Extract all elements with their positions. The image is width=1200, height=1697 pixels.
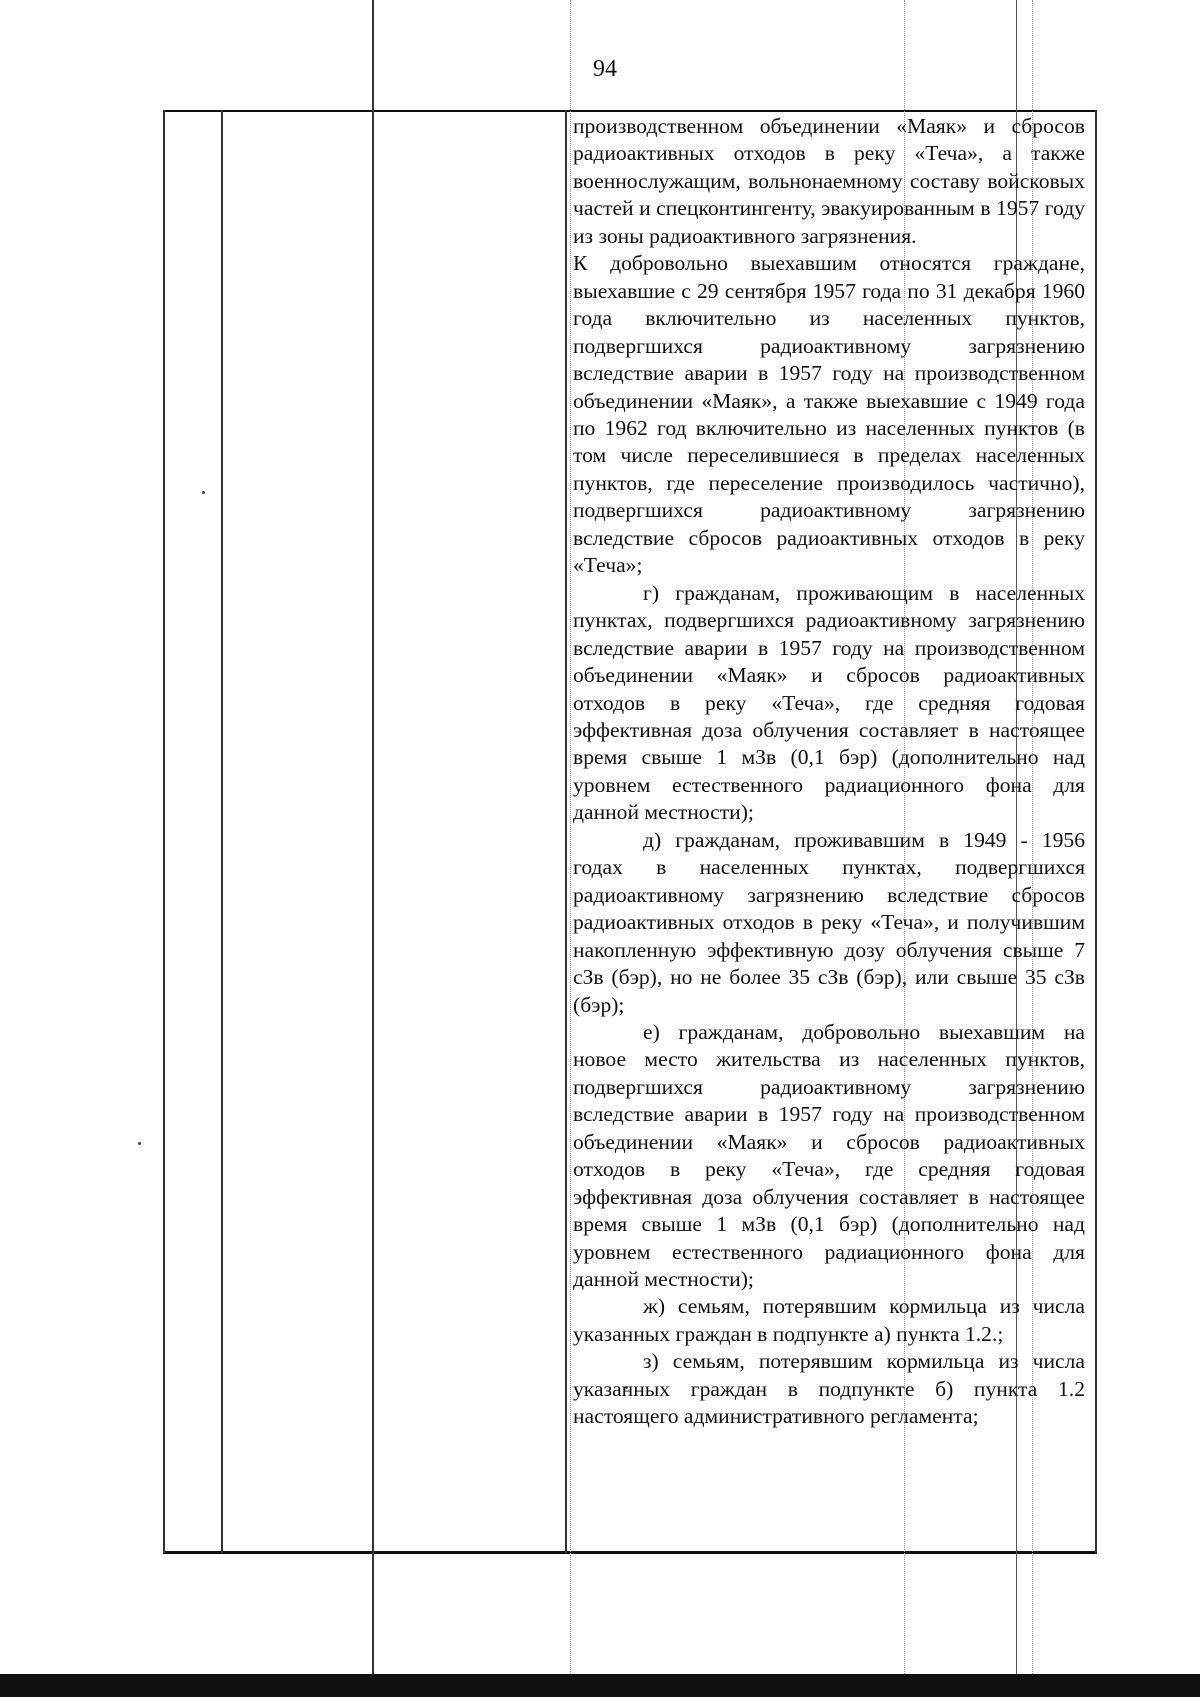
paragraph: К добровольно выехавшим относятся граждане, выехавшие с 29 сентября 1957 года по 31 декабря 1960 года включительно из населенных пунктов, подвергшихся радиоактивному загрязнению вследствие аварии в 1957 году на производственном объединении «Маяк», а также выехавшие с 1949 года по 1962 год включительно из населенных пунктов (в том числе переселившиеся в пределах населенных пунктов, где переселение производилось частично), подвергшихся радиоактивному загрязнению вследствие сбросов радиоактивных отходов в реку «Теча»; xyxy=(573,251,1085,578)
paragraph: д) гражданам, проживавшим в 1949 - 1956 годах в населенных пунктах, подвергшихся радиоактивному загрязнению вследствие сбросов радиоактивных отходов в реку «Теча», и получившим накопленную эффективную дозу облучения свыше 7 сЗв (бэр), но не более 35 сЗв (бэр), или свыше 35 сЗв (бэр); xyxy=(573,827,1085,1017)
table-column-border-4 xyxy=(565,110,567,1553)
scan-speck xyxy=(138,1142,141,1145)
paragraph: ж) семьям, потерявшим кормильца из числа указанных граждан в подпункте а) пункта 1.2.; xyxy=(573,1294,1085,1346)
table-column-border-2 xyxy=(221,110,223,1553)
table-top-border xyxy=(163,110,1097,112)
paragraph: г) гражданам, проживающим в населенных пунктах, подвергшихся радиоактивному загрязнению вследствие аварии в 1957 году на производственном объединении «Маяк» и сбросов радиоактивных отходов в реку «Теча», где средняя годовая эффективная доза облучения составляет в настоящее время свыше 1 мЗв (0,1 бэр) (дополнительно над уровнем естественного радиационного фона для данной местности); xyxy=(573,580,1085,825)
paragraph: з) семьям, потерявшим кормильца из числа указанных граждан в подпункте б) пункта 1.2 настоящего административного регламента; xyxy=(573,1349,1085,1429)
paragraph: производственном объединении «Маяк» и сбросов радиоактивных отходов в реку «Теча», а также военнослужащим, вольнонаемному составу войсковых частей и спецконтингенту, эвакуированным в 1957 году из зоны радиоактивного загрязнения. xyxy=(573,114,1085,248)
scan-bottom-edge xyxy=(0,1674,1200,1697)
paragraph: е) гражданам, добровольно выехавшим на новое место жительства из населенных пунктов, подвергшихся радиоактивному загрязнению вследствие аварии в 1957 году на производственном объединении «Маяк» и сбросов радиоактивных отходов в реку «Теча», где средняя годовая эффективная доза облучения составляет в настоящее время свыше 1 мЗв (0,1 бэр) (дополнительно над уровнем естественного радиационного фона для данной местности); xyxy=(573,1019,1085,1292)
table-column-border-3 xyxy=(372,0,374,1674)
scan-dotted-line xyxy=(570,0,571,1674)
document-text-column xyxy=(573,113,1085,1431)
table-right-border xyxy=(1095,110,1097,1553)
table-column-border-1 xyxy=(163,110,165,1553)
table-bottom-border xyxy=(163,1551,1097,1554)
page-number: 94 xyxy=(593,56,617,82)
scan-speck xyxy=(202,491,205,494)
